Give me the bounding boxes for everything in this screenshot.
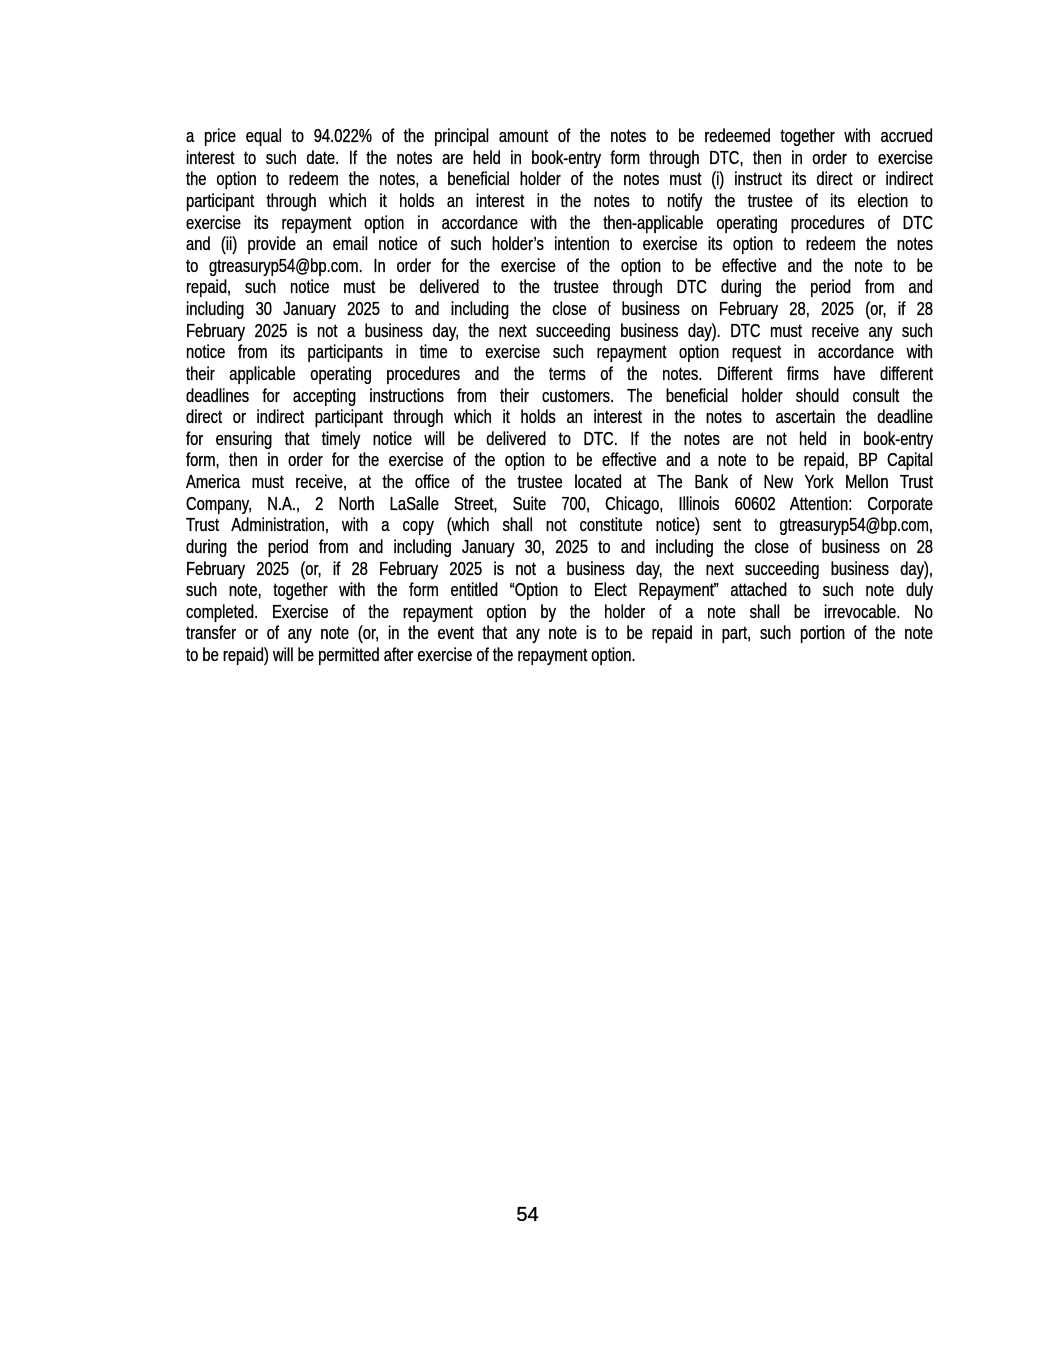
- paragraph-line: a price equal to 94.022% of the principal amount of the notes to be redeemed together with accrued: [186, 126, 934, 146]
- paragraph-line: transfer or of any note (or, in the event that any note is to be repaid in part, such portion of the note: [186, 623, 934, 644]
- paragraph-line: to be repaid) will be permitted after exercise of the repayment option.: [186, 645, 636, 665]
- paragraph-line: deadlines for accepting instructions from their customers. The beneficial holder should consult the: [186, 385, 934, 406]
- paragraph-line: to gtreasuryp54@bp.com. In order for the exercise of the option to be effective and the note to be: [186, 255, 934, 276]
- paragraph-line: repaid, such notice must be delivered to the trustee through DTC during the period from and: [186, 277, 934, 298]
- paragraph-line: the option to redeem the notes, a beneficial holder of the notes must (i) instruct its direct or indirect: [186, 169, 934, 190]
- paragraph-line: February 2025 (or, if 28 February 2025 is not a business day, the next succeeding business day),: [186, 558, 934, 579]
- paragraph-line: interest to such date. If the notes are held in book-entry form through DTC, then in order to exercise: [186, 147, 934, 168]
- paragraph-line: completed. Exercise of the repayment option by the holder of a note shall be irrevocable. No: [186, 601, 934, 622]
- paragraph-line: Trust Administration, with a copy (which shall not constitute notice) sent to gtreasuryp54@bp.com,: [186, 515, 934, 536]
- paragraph-line: and (ii) provide an email notice of such holder’s intention to exercise its option to redeem the notes: [186, 234, 934, 255]
- paragraph-line: during the period from and including January 30, 2025 to and including the close of business on 28: [186, 536, 934, 557]
- paragraph-line: exercise its repayment option in accordance with the then-applicable operating procedures of DTC: [186, 212, 934, 233]
- paragraph-line: including 30 January 2025 to and including the close of business on February 28, 2025 (or, if 28: [186, 299, 934, 319]
- body-paragraph: [186, 126, 933, 667]
- paragraph-line: Company, N.A., 2 North LaSalle Street, Suite 700, Chicago, Illinois 60602 Attention: Corporate: [186, 493, 934, 514]
- paragraph-line: America must receive, at the office of the trustee located at The Bank of New York Mellon Trust: [186, 472, 934, 492]
- paragraph-line: such note, together with the form entitled “Option to Elect Repayment” attached to such note duly: [186, 580, 934, 601]
- paragraph-line: their applicable operating procedures and the terms of the notes. Different firms have different: [186, 363, 934, 384]
- paragraph-line: direct or indirect participant through which it holds an interest in the notes to ascertain the deadline: [186, 407, 934, 428]
- paragraph-line: participant through which it holds an interest in the notes to notify the trustee of its election to: [186, 190, 934, 211]
- paragraph-line: notice from its participants in time to exercise such repayment option request in accordance with: [186, 342, 934, 363]
- paragraph-line: February 2025 is not a business day, the next succeeding business day). DTC must receive any such: [186, 320, 934, 341]
- paragraph-line: for ensuring that timely notice will be delivered to DTC. If the notes are not held in book-entry: [186, 428, 934, 449]
- paragraph-line: form, then in order for the exercise of the option to be effective and a note to be repaid, BP Capital: [186, 450, 934, 471]
- page-number: 54: [516, 1204, 539, 1226]
